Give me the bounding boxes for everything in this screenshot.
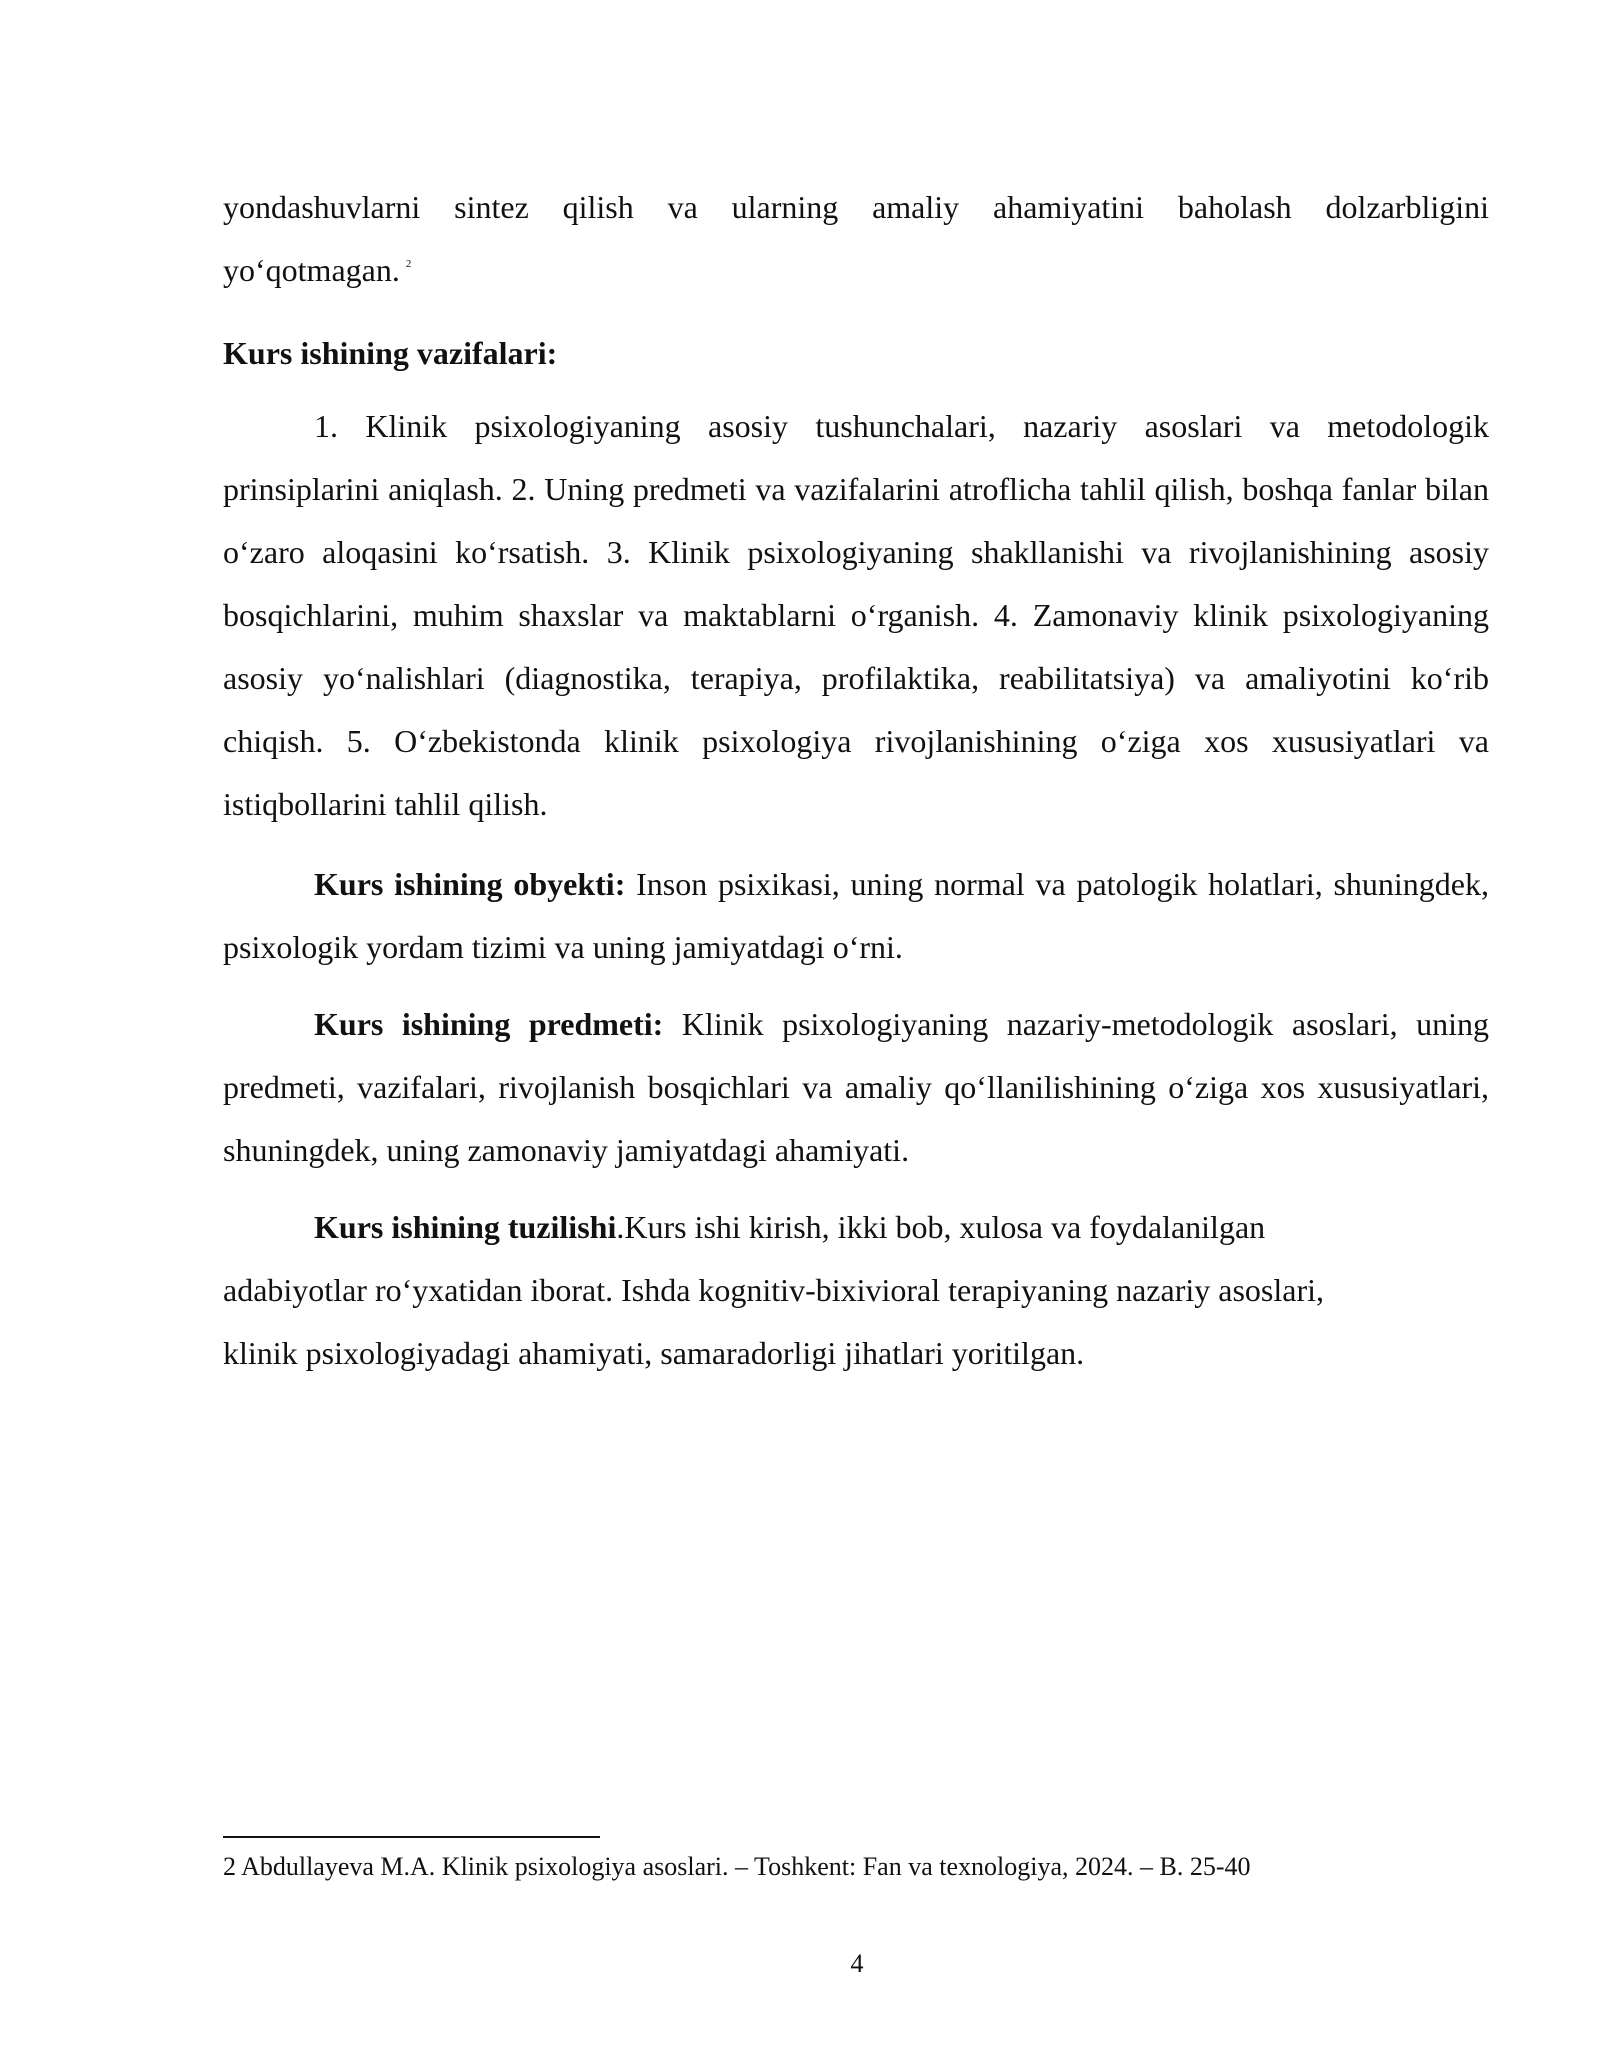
- subject-paragraph-block: [223, 993, 1489, 1182]
- object-label: Kurs ishining obyekti:: [314, 866, 626, 902]
- footnote-reference: 2: [405, 258, 412, 270]
- subject-paragraph: [223, 993, 1489, 1182]
- structure-label: Kurs ishining tuzilishi: [314, 1209, 617, 1245]
- footnote-number: 2: [223, 1852, 236, 1881]
- tasks-paragraph: 1. Klinik psixologiyaning asosiy tushunchalari, nazariy asoslari va metodologik prinsiplarini aniqlash. 2. Uning predmeti va vazifalarini atroflicha tahlil qilish, boshqa fanlar bilan o‘zaro aloqasini ko‘rsatish. 3. Klinik psixologiyaning shakllanishi va rivojlanishining asosiy bosqichlarini, muhim shaxslar va maktablarni o‘rganish. 4. Zamonaviy klinik psixologiyaning asosiy yo‘nalishlari (diagnostika, terapiya, profilaktika, reabilitatsiya) va amaliyotini ko‘rib chiqish. 5. O‘zbekistonda klinik psixologiya rivojlanishining o‘ziga xos xususiyatlari va istiqbollarini tahlil qilish.: [223, 408, 1489, 822]
- subject-text: Klinik psixologiyaning nazariy-metodologik asoslari, uning predmeti, vazifalari, rivojlanish bosqichlari va amaliy qo‘llanilishining o‘ziga xos xususiyatlari, shuningdek, uning zamonaviy jamiyatdagi ahamiyati.: [223, 1006, 1490, 1168]
- page-number: 4: [850, 1949, 864, 1978]
- tasks-paragraph-block: [223, 395, 1489, 836]
- tasks-heading: Kurs ishining vazifalari:: [223, 335, 558, 371]
- structure-line-2: adabiyotlar ro‘yxatidan iborat. Ishda kognitiv-bixivioral terapiyaning nazariy asoslari,: [223, 1272, 1324, 1308]
- object-paragraph: [223, 853, 1489, 979]
- intro-line-2-text: yo‘qotmagan.: [223, 252, 400, 288]
- intro-line-1: yondashuvlarni sintez qilish va ularning amaliy ahamiyatini baholash dolzarbligini: [223, 189, 1489, 225]
- footnote-text: Abdullayeva M.A. Klinik psixologiya asoslari. – Toshkent: Fan va texnologiya, 2024. – B. 25-40: [236, 1852, 1251, 1881]
- footnote: [223, 1851, 1489, 1883]
- footnote-separator: [223, 1836, 600, 1838]
- object-paragraph-block: [223, 853, 1489, 979]
- structure-line-1: [223, 1196, 1489, 1259]
- intro-paragraph: [223, 176, 1489, 302]
- structure-line-1-text: .Kurs ishi kirish, ikki bob, xulosa va foydalanilgan: [616, 1209, 1266, 1245]
- tasks-heading-block: [223, 322, 1489, 385]
- subject-label: Kurs ishining predmeti:: [314, 1006, 664, 1042]
- intro-line-2: [223, 239, 1489, 302]
- structure-paragraph-block: [223, 1196, 1489, 1385]
- structure-line-3: klinik psixologiyadagi ahamiyati, samaradorligi jihatlari yoritilgan.: [223, 1335, 1085, 1371]
- object-text: Inson psixikasi, uning normal va patologik holatlari, shuningdek, psixologik yordam tizimi va uning jamiyatdagi o‘rni.: [223, 866, 1490, 965]
